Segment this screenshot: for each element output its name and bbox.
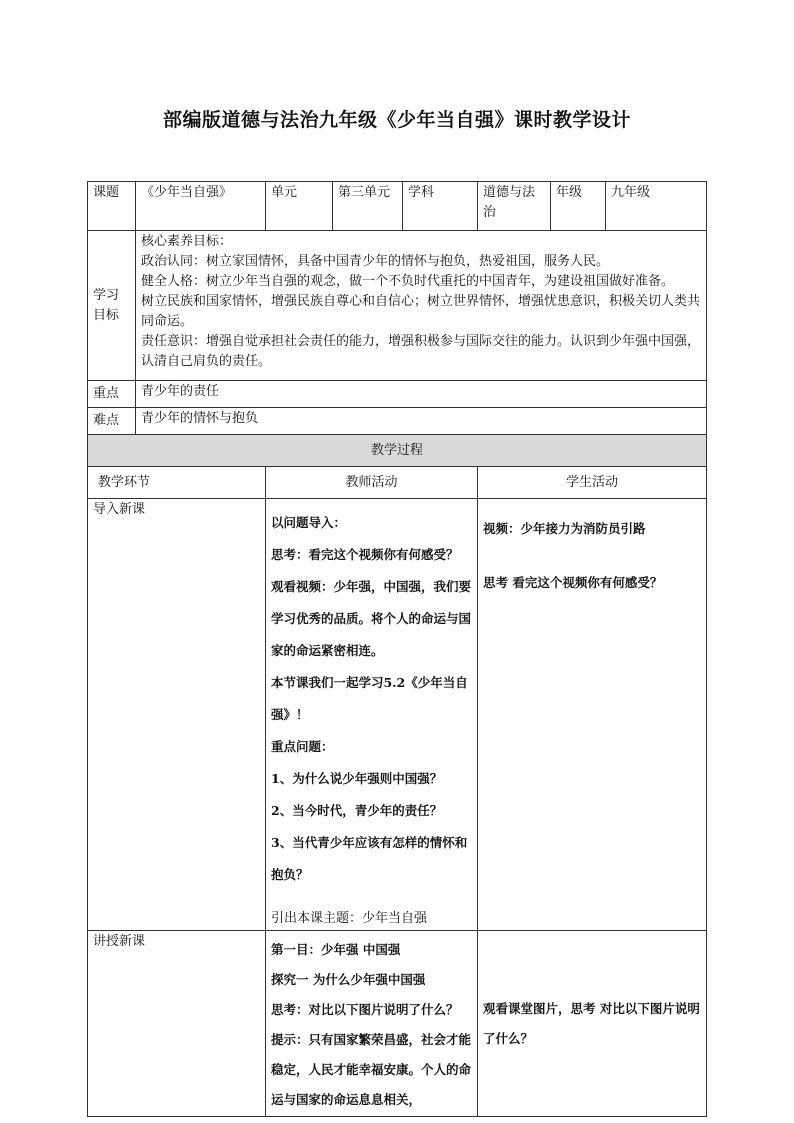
- key-point-text: 青少年的责任: [136, 381, 707, 408]
- subject-label: 学科: [403, 182, 478, 231]
- teacher-line: 探究一 为什么少年强中国强: [271, 972, 426, 987]
- key-point-row: [88, 381, 707, 408]
- goals-row: [88, 231, 707, 381]
- header-stage: 教学环节: [88, 467, 266, 499]
- goals-line: 健全人格：树立少年当自强的观念，做一个不负时代重托的中国青年，为建设祖国做好准备。: [141, 274, 675, 289]
- grade-label: 年级: [551, 182, 606, 231]
- lesson-plan-table: [87, 181, 707, 1117]
- goals-line: 核心素养目标：: [141, 234, 233, 249]
- unit-label: 单元: [266, 182, 333, 231]
- student-line: 思考 看完这个视频你有何感受？: [483, 575, 663, 590]
- header-student: 学生活动: [478, 467, 707, 499]
- process-header-row: [88, 467, 707, 499]
- grade-value: 九年级: [606, 182, 707, 231]
- teacher-line: 提示：只有国家繁荣昌盛，社会才能稳定，人民才能幸福安康。个人的命运与国家的命运息息相关，: [271, 1032, 472, 1107]
- student-line: 观看课堂图片，思考 对比以下图片说明了什么？: [483, 1000, 700, 1046]
- stage-cell: [88, 499, 266, 931]
- header-teacher: 教师活动: [266, 467, 478, 499]
- topic-label: 课题: [88, 182, 136, 231]
- teacher-line: 思考：对比以下图片说明了什么？: [271, 1002, 459, 1017]
- difficulty-row: [88, 408, 707, 435]
- student-line: 视频：少年接力为消防员引路: [483, 521, 646, 536]
- teacher-line: 2、当今时代，青少年的责任？: [271, 803, 443, 818]
- key-point-label: 重点: [88, 381, 136, 408]
- process-title: 教学过程: [88, 435, 707, 467]
- document-title: 部编版道德与法治九年级《少年当自强》课时教学设计: [162, 109, 631, 131]
- teacher-line: 1、为什么说少年强则中国强？: [271, 771, 443, 786]
- stage-label: 讲授新课: [93, 934, 146, 949]
- goals-line: 责任意识：增强自觉承担社会责任的能力，增强积极参与国际交往的能力。认识到少年强中国强，认清自己肩负的责任。: [141, 334, 701, 369]
- difficulty-text: 青少年的情怀与抱负: [136, 408, 707, 435]
- student-activity-cell: [478, 499, 707, 931]
- goals-line: 树立民族和国家情怀，增强民族自尊心和自信心；树立世界情怀，增强忧患意识，积极关切人类共同命运。: [141, 294, 701, 329]
- topic-value: 《少年当自强》: [136, 182, 266, 231]
- info-row: [88, 182, 707, 231]
- teacher-footer: 引出本课主题：少年当自强: [271, 911, 428, 926]
- goals-label: 学习目标: [88, 231, 136, 381]
- subject-value: 道德与法治: [478, 182, 551, 231]
- stage-label: 导入新课: [93, 502, 146, 517]
- goals-content: [136, 231, 707, 381]
- stage-cell: [88, 931, 266, 1117]
- process-title-row: [88, 435, 707, 467]
- teacher-line: 重点问题：: [271, 739, 334, 754]
- teacher-line: 以问题导入：: [271, 515, 347, 530]
- teacher-activity-cell: [266, 931, 478, 1117]
- teacher-activity-cell: [266, 499, 478, 931]
- process-row-intro: [88, 499, 707, 931]
- difficulty-label: 难点: [88, 408, 136, 435]
- teacher-line: 3、当代青少年应该有怎样的情怀和抱负？: [271, 835, 468, 882]
- unit-value: 第三单元: [333, 182, 403, 231]
- teacher-line: 第一目：少年强 中国强: [271, 942, 401, 957]
- student-activity-cell: [478, 931, 707, 1117]
- goals-line: 政治认同：树立家国情怀，具备中国青少年的情怀与抱负，热爱祖国，服务人民。: [141, 254, 610, 269]
- teacher-line: 观看视频：少年强，中国强，我们要学习优秀的品质。将个人的命运与国家的命运紧密相连。: [271, 579, 472, 658]
- teacher-line: 本节课我们一起学习5.2《少年当自强》！: [271, 675, 468, 722]
- process-row-teach: [88, 931, 707, 1117]
- teacher-line: 思考：看完这个视频你有何感受？: [271, 547, 459, 562]
